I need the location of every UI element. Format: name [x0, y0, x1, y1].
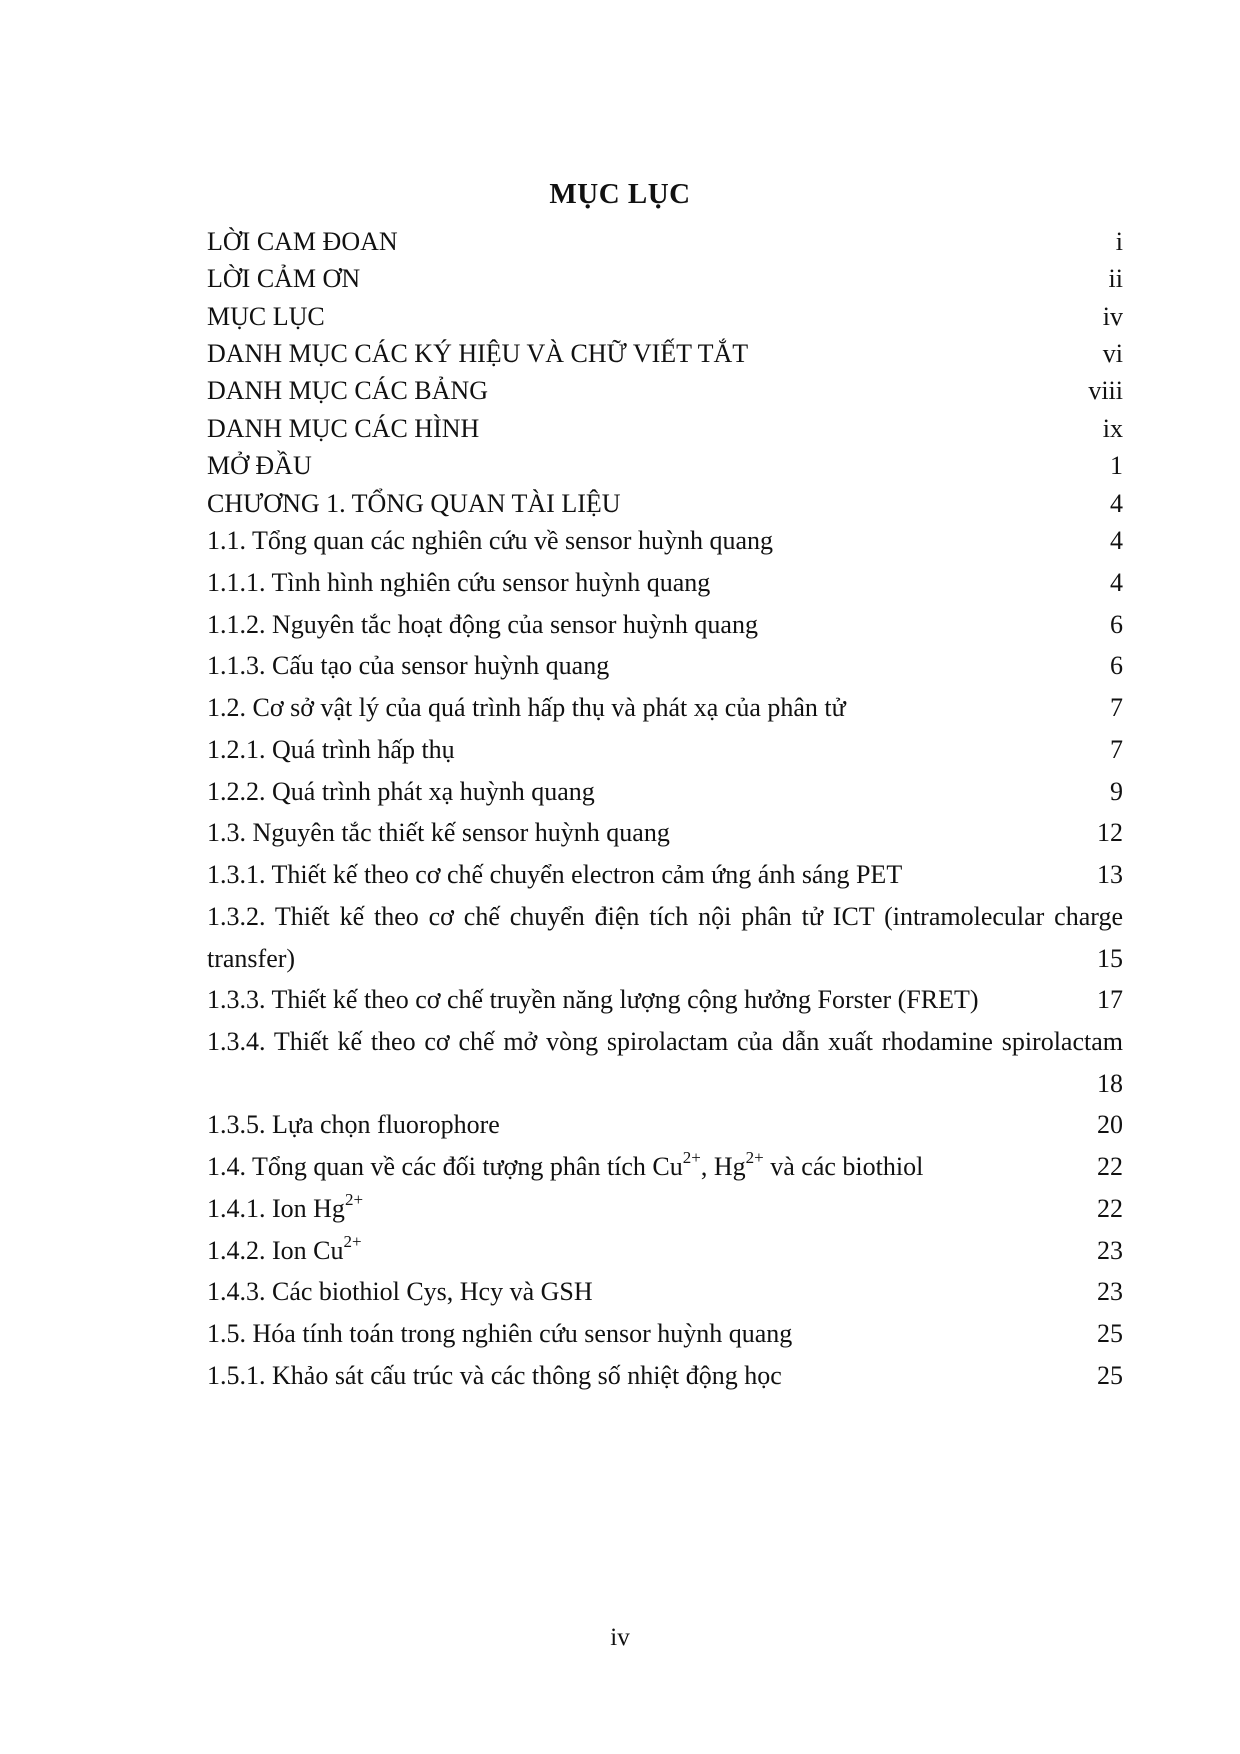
toc-entry-page: 4 — [1110, 489, 1123, 518]
toc-entry-page: 22 — [1097, 1152, 1123, 1181]
toc-entry-page: 12 — [1097, 818, 1123, 847]
toc-entry-page: viii — [1088, 376, 1123, 405]
toc-entry-page: 23 — [1097, 1277, 1123, 1306]
toc-entry-page: 20 — [1097, 1110, 1123, 1139]
toc-entry-page: 17 — [1097, 985, 1123, 1014]
toc-entry-page: 15 — [1097, 944, 1123, 973]
toc-entry-label: CHƯƠNG 1. TỔNG QUAN TÀI LIỆU — [207, 489, 621, 518]
toc-entry-label: 1.3.1. Thiết kế theo cơ chế chuyển electron cảm ứng ánh sáng PET — [207, 860, 903, 889]
toc-entry-label: 1.1.1. Tình hình nghiên cứu sensor huỳnh quang — [207, 568, 711, 597]
toc-entry-page: vi — [1102, 339, 1123, 368]
toc-entry-page: 22 — [1097, 1194, 1123, 1223]
toc-entry-label: LỜI CAM ĐOAN — [207, 227, 398, 256]
toc-label-text: , Hg — [700, 1152, 746, 1181]
superscript-charge: 2+ — [745, 1148, 764, 1168]
page-title: MỤC LỤC — [549, 178, 691, 210]
toc-entry-label: 1.5.1. Khảo sát cấu trúc và các thông số nhiệt động học — [207, 1361, 782, 1390]
toc-label-text: 1.4. Tổng quan về các đối tượng phân tích Cu — [207, 1152, 683, 1181]
toc-entry-label: 1.2.1. Quá trình hấp thụ — [207, 735, 455, 764]
toc-entry-page: 18 — [1097, 1069, 1123, 1098]
toc-entry-page: ix — [1102, 414, 1123, 443]
toc-entry-label: DANH MỤC CÁC KÝ HIỆU VÀ CHỮ VIẾT TẮT — [207, 339, 749, 368]
toc-entry-label: 1.4.3. Các biothiol Cys, Hcy và GSH — [207, 1277, 593, 1306]
toc-entry-page: 23 — [1097, 1236, 1123, 1265]
toc-entry-label: MỞ ĐẦU — [207, 451, 312, 480]
toc-entry-label: MỤC LỤC — [207, 302, 325, 331]
toc-entry-page: i — [1115, 227, 1123, 256]
toc-entry-label — [207, 1148, 924, 1182]
toc-entry-page: 9 — [1110, 777, 1123, 806]
toc-entry-page: 25 — [1097, 1361, 1123, 1390]
toc-entry-page: 4 — [1110, 568, 1123, 597]
toc-label-text: 1.4.2. Ion Cu — [207, 1236, 344, 1265]
toc-entry-page: 4 — [1110, 526, 1123, 555]
toc-entry-label: 1.3.2. Thiết kế theo cơ chế chuyển điện tích nội phân tử ICT (intramolecular charge — [207, 902, 1123, 931]
toc-entry-label: 1.3.5. Lựa chọn fluorophore — [207, 1110, 500, 1139]
superscript-charge: 2+ — [344, 1190, 364, 1210]
superscript-charge: 2+ — [682, 1148, 701, 1168]
toc-entry-page: iv — [1102, 302, 1123, 331]
toc-entry-label — [207, 1190, 364, 1224]
toc-entry-label: 1.5. Hóa tính toán trong nghiên cứu sensor huỳnh quang — [207, 1319, 793, 1348]
toc-entry-label: 1.3. Nguyên tắc thiết kế sensor huỳnh quang — [207, 818, 670, 847]
toc-entry-label: DANH MỤC CÁC BẢNG — [207, 376, 488, 405]
toc-entry-page: 13 — [1097, 860, 1123, 889]
toc-entry-page: 6 — [1110, 610, 1123, 639]
toc-entry-label: 1.1.3. Cấu tạo của sensor huỳnh quang — [207, 651, 610, 680]
toc-label-text: và các biothiol — [763, 1152, 924, 1181]
toc-entry-label: DANH MỤC CÁC HÌNH — [207, 414, 480, 443]
toc-entry-label: 1.3.4. Thiết kế theo cơ chế mở vòng spirolactam của dẫn xuất rhodamine spirolactam — [207, 1027, 1123, 1056]
page-number: iv — [610, 1624, 630, 1651]
toc-entry-label: 1.1.2. Nguyên tắc hoạt động của sensor huỳnh quang — [207, 610, 758, 639]
toc-label-text: 1.4.1. Ion Hg — [207, 1194, 345, 1223]
toc-entry-page: 7 — [1110, 735, 1123, 764]
toc-entry-label: transfer) — [207, 944, 296, 973]
toc-entry-label — [207, 1232, 362, 1266]
toc-entry-label: 1.2. Cơ sở vật lý của quá trình hấp thụ và phát xạ của phân tử — [207, 693, 846, 722]
toc-entry-label: 1.3.3. Thiết kế theo cơ chế truyền năng lượng cộng hưởng Forster (FRET) — [207, 985, 979, 1014]
toc-entry-page: 25 — [1097, 1319, 1123, 1348]
toc-entry-label: LỜI CẢM ƠN — [207, 264, 361, 293]
toc-entry-label: 1.1. Tổng quan các nghiên cứu về sensor huỳnh quang — [207, 526, 773, 555]
superscript-charge: 2+ — [343, 1232, 362, 1252]
toc-entry-label: 1.2.2. Quá trình phát xạ huỳnh quang — [207, 777, 595, 806]
toc-entry-page: ii — [1108, 264, 1123, 293]
toc-entry-page: 7 — [1110, 693, 1123, 722]
toc-entry-page: 6 — [1110, 651, 1123, 680]
toc-entry-page: 1 — [1110, 451, 1123, 480]
